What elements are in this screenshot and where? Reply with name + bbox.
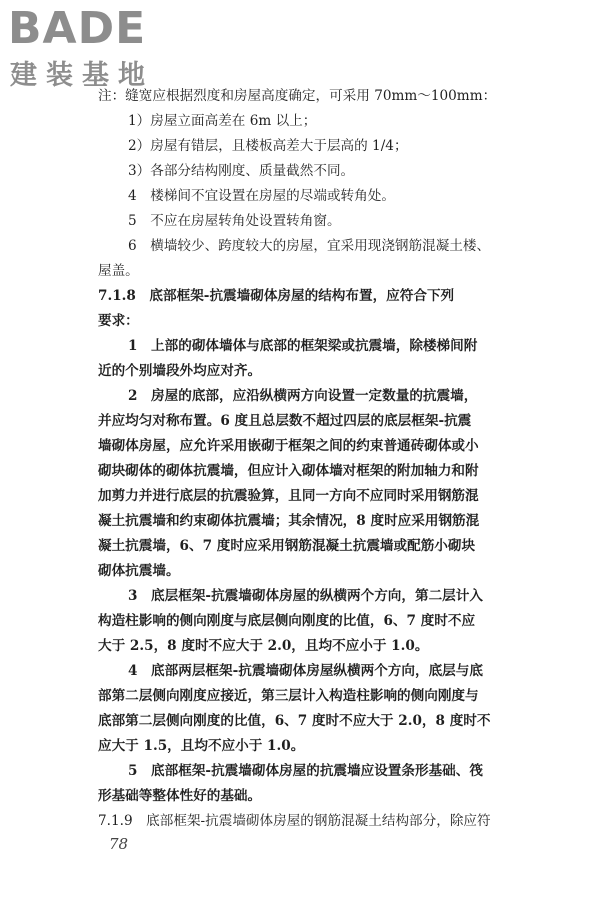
text-line: 大于 2.5，8 度时不应大于 2.0，且均不应小于 1.0。 <box>98 638 429 654</box>
page-number: 78 <box>109 835 129 853</box>
text-line: 砌体抗震墙。 <box>98 563 180 579</box>
text-line: 凝土抗震墙，6、7 度时应采用钢筋混凝土抗震墙或配筋小砌块 <box>98 538 476 554</box>
text-line: 注：缝宽应根据烈度和房屋高度确定，可采用 70mm～100mm： <box>98 88 497 104</box>
text-line: 5 不应在房屋转角处设置转角窗。 <box>128 213 341 229</box>
text-line: 3）各部分结构刚度、质量截然不同。 <box>128 163 355 179</box>
text-line: 1 上部的砌体墙体与底部的框架梁或抗震墙，除楼梯间附 <box>128 338 478 354</box>
text-line: 6 横墙较少、跨度较大的房屋，宜采用现浇钢筋混凝土楼、 <box>128 238 491 254</box>
text-line: 要求： <box>98 313 139 329</box>
logo-subtitle: 建装基地 <box>10 60 154 91</box>
document-body <box>98 84 523 834</box>
text-line: 并应均匀对称布置。6 度且总层数不超过四层的底层框架-抗震 <box>98 413 472 429</box>
text-line: 形基础等整体性好的基础。 <box>98 788 262 804</box>
text-line: 7.1.8 底部框架-抗震墙砌体房屋的结构布置，应符合下列 <box>98 288 455 304</box>
text-line: 3 底层框架-抗震墙砌体房屋的纵横两个方向，第二层计入 <box>128 588 483 604</box>
text-line: 4 楼梯间不宜设置在房屋的尽端或转角处。 <box>128 188 395 204</box>
bade-logo <box>8 4 183 96</box>
text-line: 1）房屋立面高差在 6m 以上； <box>128 113 317 129</box>
text-line: 应大于 1.5，且均不应小于 1.0。 <box>98 738 305 754</box>
text-line: 7.1.9 底部框架-抗震墙砌体房屋的钢筋混凝土结构部分，除应符 <box>98 813 491 829</box>
text-line: 近的个别墙段外均应对齐。 <box>98 363 262 379</box>
text-line: 屋盖。 <box>98 263 139 279</box>
text-line: 墙砌体房屋，应允许采用嵌砌于框架之间的约束普通砖砌体或小 <box>98 438 479 454</box>
text-line: 部第二层侧向刚度应接近，第三层计入构造柱影响的侧向刚度与 <box>98 688 479 704</box>
text-line: 砌块砌体的砌体抗震墙，但应计入砌体墙对框架的附加轴力和附 <box>98 463 479 479</box>
text-line: 底部第二层侧向刚度的比值，6、7 度时不应大于 2.0，8 度时不 <box>98 713 491 729</box>
text-line: 2）房屋有错层，且楼板高差大于层高的 1/4； <box>128 138 408 154</box>
text-line: 加剪力并进行底层的抗震验算，且同一方向不应同时采用钢筋混 <box>98 488 479 504</box>
text-line: 2 房屋的底部，应沿纵横两方向设置一定数量的抗震墙， <box>128 388 478 404</box>
text-line: 构造柱影响的侧向刚度与底层侧向刚度的比值，6、7 度时不应 <box>98 613 476 629</box>
text-line: 5 底部框架-抗震墙砌体房屋的抗震墙应设置条形基础、筏 <box>128 763 483 779</box>
logo-brand: BADE <box>8 3 147 54</box>
text-line: 凝土抗震墙和约束砌体抗震墙；其余情况，8 度时应采用钢筋混 <box>98 513 480 529</box>
text-line: 4 底部两层框架-抗震墙砌体房屋纵横两个方向，底层与底 <box>128 663 483 679</box>
